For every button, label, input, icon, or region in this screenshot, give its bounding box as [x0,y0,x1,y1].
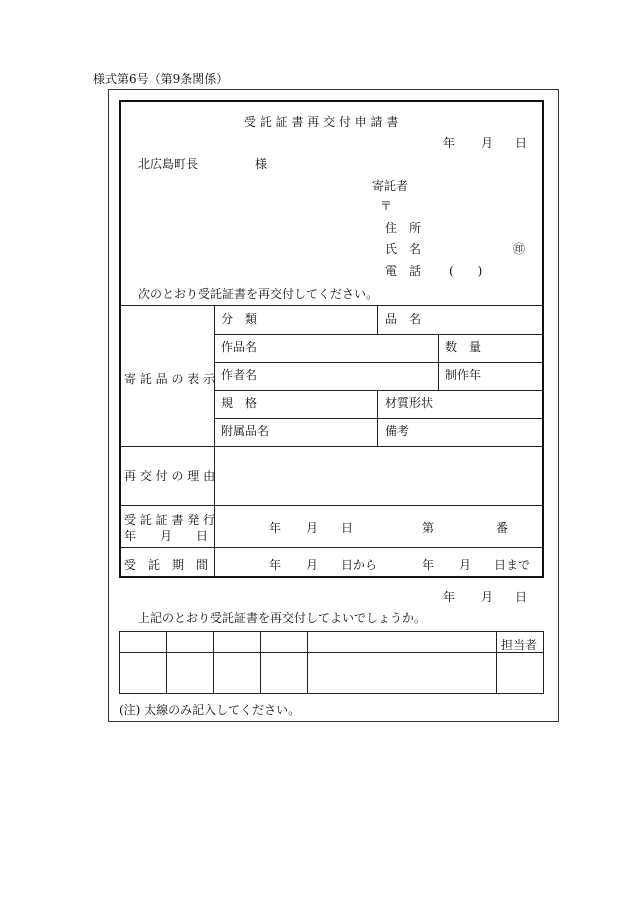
form-number: 様式第6号（第9条関係） [93,72,229,86]
addressee: 北広島町長 [138,157,199,171]
field-author: 作者名 [221,368,258,382]
date-year-label: 年 [443,136,456,150]
phone-label: 電 話 [385,264,422,278]
approval-col-1 [166,631,167,694]
period-from-year-label: 年 [269,558,282,572]
issue-day-label: 日 [341,521,354,535]
field-item-name: 品 名 [385,312,422,326]
field-accessories: 附属品名 [221,424,270,438]
form-title: 受 託 証 書 再 交 付 申 請 書 [244,115,399,129]
field-category: 分 類 [221,312,258,326]
col-divider-category [377,305,378,334]
field-production-year: 制作年 [445,368,482,382]
period-to-year-label: 年 [422,558,435,572]
field-specification: 規 格 [221,396,258,410]
approval-month-label: 月 [481,590,494,604]
col-divider-material [377,390,378,446]
row-line-2 [214,362,543,363]
field-remarks: 備考 [385,424,410,438]
approval-col-5 [496,631,497,694]
postal-mark: 〒 [380,199,393,213]
row-line-4 [214,418,543,419]
date-day-label: 日 [515,136,528,150]
request-text: 次のとおり受託証書を再交付してください。 [138,287,379,301]
period-label: 受 託 期 間 [124,558,209,572]
name-label: 氏 名 [385,242,422,256]
table-top-line [120,305,543,306]
approval-grid [119,631,544,694]
items-section-label: 寄 託 品 の 表 示 [124,372,216,386]
row-line-3 [214,390,543,391]
address-label: 住 所 [385,221,422,235]
date-month-label: 月 [481,136,494,150]
row-line-7 [120,547,543,548]
phone-parens: ( ) [449,264,483,278]
period-to-day-label: 日まで [494,558,531,572]
seal-mark: ㊞ [513,242,526,256]
certificate-issue-date-label: 年 月 日 [124,529,209,543]
issue-month-label: 月 [306,521,319,535]
field-material-shape: 材質形状 [385,396,434,410]
number-prefix-label: 第 [422,521,435,535]
approval-col-4 [307,631,308,694]
row-line-6 [120,505,543,506]
label-column-divider [214,305,215,577]
field-quantity: 数 量 [445,340,482,354]
depositor-label: 寄託者 [372,179,409,193]
period-to-month-label: 月 [459,558,472,572]
approval-day-label: 日 [515,590,528,604]
approval-col-2 [213,631,214,694]
approval-text: 上記のとおり受託証書を再交付してよいでしょうか。 [138,611,427,625]
note: (注) 太線のみ記入してください。 [119,703,301,717]
row-line-5 [120,446,543,447]
approval-col-3 [260,631,261,694]
row-line-1 [214,334,543,335]
period-from-day-label: 日から [341,558,378,572]
approval-year-label: 年 [443,590,456,604]
reason-label: 再 交 付 の 理 由 [124,469,216,483]
number-suffix-label: 番 [496,521,509,535]
field-work-name: 作品名 [221,340,258,354]
addressee-honorific: 様 [255,157,268,171]
staff-label: 担当者 [501,638,538,652]
col-divider-quantity [438,334,439,390]
period-from-month-label: 月 [306,558,319,572]
approval-grid-header-line [119,652,544,653]
issue-year-label: 年 [269,521,282,535]
certificate-issue-label: 受 託 証 書 発 行 [124,513,216,527]
